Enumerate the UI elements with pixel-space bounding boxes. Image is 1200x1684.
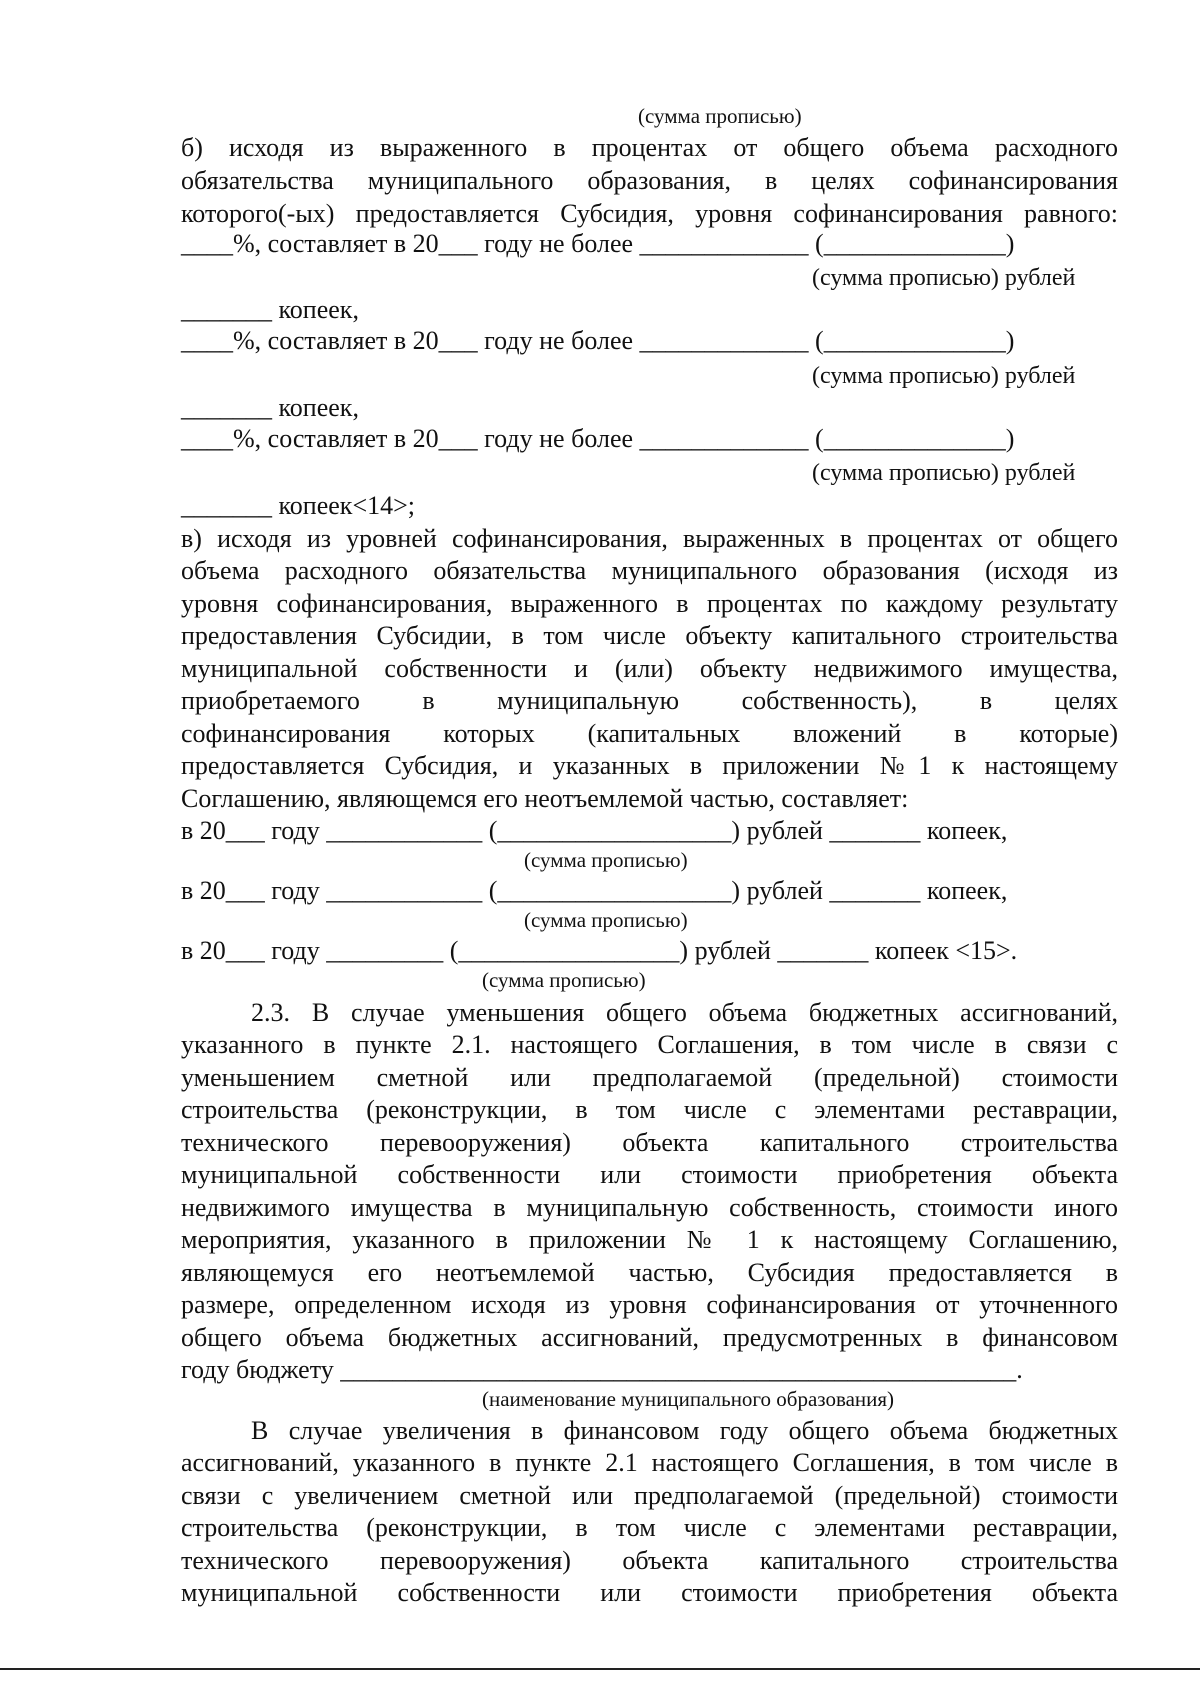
paragraph-v-line: Соглашению, являющемся его неотъемлемой частью, составляет: bbox=[181, 784, 909, 813]
paragraph-v-line: софинансирования которых (капитальных вложений в которые) bbox=[181, 719, 1118, 748]
paragraph-v-line: объема расходного обязательства муниципального образования (исходя из bbox=[181, 556, 1118, 585]
paragraph-v-line: приобретаемого в муниципальную собственность), в целях bbox=[181, 686, 1118, 715]
paragraph-2-3-line: технического перевооружения) объекта капитального строительства bbox=[181, 1128, 1118, 1157]
paragraph-b-line: обязательства муниципального образования, в целях софинансирования bbox=[181, 166, 1118, 195]
kopecks-row: _______ копеек<14>; bbox=[181, 491, 415, 520]
kopecks-row: _______ копеек, bbox=[181, 393, 359, 422]
sum-in-words-caption: (сумма прописью) bbox=[524, 848, 688, 872]
sum-in-words-caption: (сумма прописью) bbox=[482, 968, 646, 992]
paragraph-2-3-line: являющемуся его неотъемлемой частью, Субсидия предоставляется в bbox=[181, 1258, 1118, 1287]
paragraph-2-3-line: году бюджету ____________________________________________________. bbox=[181, 1355, 1023, 1384]
paragraph-increase-line: строительства (реконструкции, в том числе с элементами реставрации, bbox=[181, 1513, 1118, 1542]
paragraph-2-3-line: строительства (реконструкции, в том числе с элементами реставрации, bbox=[181, 1095, 1118, 1124]
paragraph-b-line: которого(-ых) предоставляется Субсидия, уровня софинансирования равного: bbox=[181, 199, 1118, 228]
paragraph-v-line: в) исходя из уровней софинансирования, выраженных в процентах от общего bbox=[181, 524, 1118, 553]
paragraph-2-3-line: мероприятия, указанного в приложении № 1 к настоящему Соглашению, bbox=[181, 1225, 1118, 1254]
sum-in-words-caption: (сумма прописью) bbox=[524, 908, 688, 932]
year-row: в 20___ году ____________ (__________________) рублей _______ копеек, bbox=[181, 816, 1008, 845]
paragraph-increase-line: технического перевооружения) объекта капитального строительства bbox=[181, 1546, 1118, 1575]
paragraph-2-3-line: указанного в пункте 2.1. настоящего Соглашения, в том числе в связи с bbox=[181, 1030, 1118, 1059]
paragraph-b-line: б) исходя из выраженного в процентах от общего объема расходного bbox=[181, 133, 1118, 162]
percent-row: ____%, составляет в 20___ году не более _____________ (______________) bbox=[181, 326, 1015, 355]
rubles-caption: (сумма прописью) рублей bbox=[812, 363, 1076, 389]
paragraph-2-3-line: общего объема бюджетных ассигнований, предусмотренных в финансовом bbox=[181, 1323, 1118, 1352]
paragraph-v-line: предоставляется Субсидия, и указанных в приложении №1 к настоящему bbox=[181, 751, 1118, 780]
rubles-caption: (сумма прописью) рублей bbox=[812, 265, 1076, 291]
paragraph-v-line: уровня софинансирования, выраженного в процентах по каждому результату bbox=[181, 589, 1118, 618]
kopecks-row: _______ копеек, bbox=[181, 295, 359, 324]
percent-row: ____%, составляет в 20___ году не более _____________ (______________) bbox=[181, 229, 1015, 258]
paragraph-2-3-line: размере, определенном исходя из уровня софинансирования от уточненного bbox=[181, 1290, 1118, 1319]
rubles-caption: (сумма прописью) рублей bbox=[812, 460, 1076, 486]
municipality-name-caption: (наименование муниципального образования) bbox=[482, 1387, 895, 1411]
paragraph-2-3-line: недвижимого имущества в муниципальную собственность, стоимости иного bbox=[181, 1193, 1118, 1222]
paragraph-increase-line: муниципальной собственности или стоимости приобретения объекта bbox=[181, 1578, 1118, 1607]
paragraph-increase-line: В случае увеличения в финансовом году общего объема бюджетных bbox=[251, 1416, 1118, 1445]
year-row: в 20___ году _________ (_________________) рублей _______ копеек <15>. bbox=[181, 936, 1018, 965]
paragraph-v-line: муниципальной собственности и (или) объекту недвижимого имущества, bbox=[181, 654, 1118, 683]
scan-edge-line bbox=[0, 1668, 1200, 1670]
paragraph-v-line: предоставления Субсидии, в том числе объекту капитального строительства bbox=[181, 621, 1118, 650]
paragraph-2-3-line: 2.3. В случае уменьшения общего объема бюджетных ассигнований, bbox=[251, 998, 1118, 1027]
percent-row: ____%, составляет в 20___ году не более _____________ (______________) bbox=[181, 424, 1015, 453]
paragraph-2-3-line: муниципальной собственности или стоимости приобретения объекта bbox=[181, 1160, 1118, 1189]
paragraph-2-3-line: уменьшением сметной или предполагаемой (предельной) стоимости bbox=[181, 1063, 1118, 1092]
sum-in-words-caption: (сумма прописью) bbox=[638, 104, 802, 128]
year-row: в 20___ году ____________ (__________________) рублей _______ копеек, bbox=[181, 876, 1008, 905]
paragraph-increase-line: связи с увеличением сметной или предполагаемой (предельной) стоимости bbox=[181, 1481, 1118, 1510]
paragraph-increase-line: ассигнований, указанного в пункте 2.1 настоящего Соглашения, в том числе в bbox=[181, 1448, 1118, 1477]
